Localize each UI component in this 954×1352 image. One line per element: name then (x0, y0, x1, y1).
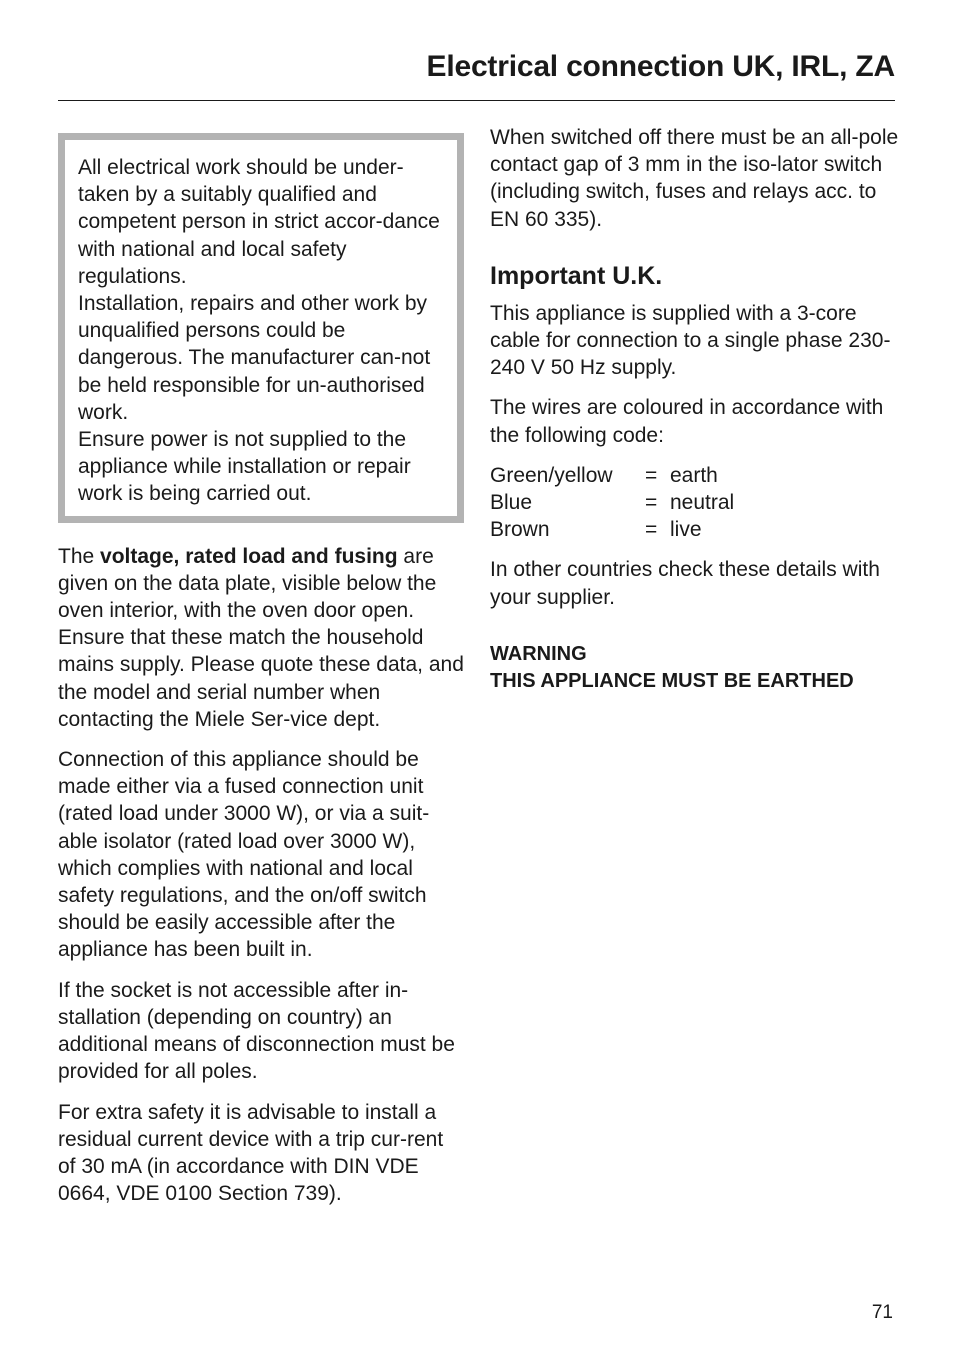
wire-meaning: neutral (670, 491, 735, 515)
title-divider (58, 100, 895, 101)
connection-paragraph: Connection of this appliance should be made either via a fused connection unit (rated load under 3000 W), or via a suit-able isolator (rated load over 3000 W), which complies with national and local safety regulations, and the on/off switch should be easily accessible after the appliance has been built in. (58, 748, 430, 962)
data-plate-paragraph (58, 543, 466, 733)
left-column (58, 133, 466, 1220)
table-row (490, 489, 734, 516)
warning-text-power-off: Ensure power is not supplied to the appliance while installation or repair work is being carried out. (78, 428, 411, 506)
wire-colour-paragraph: The wires are coloured in accordance with the following code: (490, 396, 884, 447)
warning-text-qualified-person: All electrical work should be under-taken by a suitably qualified and competent person in strict accor-dance with national and local safety regulations. (78, 156, 440, 288)
right-column (490, 124, 900, 696)
wire-meaning: earth (670, 463, 718, 487)
page-title: Electrical connection UK, IRL, ZA (426, 50, 895, 83)
wire-equals: = (645, 518, 658, 542)
earthing-warning (490, 641, 900, 696)
residual-current-paragraph: For extra safety it is advisable to install a residual current device with a trip cur-rent of 30 mA (in accordance with DIN VDE 0664, VDE 0100 Section 739). (58, 1100, 444, 1206)
disconnection-paragraph: If the socket is not accessible after in-stallation (depending on country) an additional means of disconnection must be provided for all poles. (58, 978, 455, 1084)
warning-text-unqualified-work: Installation, repairs and other work by unqualified persons could be dangerous. The manufacturer can-not be held responsible for un-authorised work. (78, 292, 431, 424)
wire-equals: = (645, 463, 658, 487)
data-plate-prefix: The (58, 544, 101, 568)
safety-warning-box (58, 133, 464, 523)
wire-colour: Blue (490, 491, 533, 515)
wire-colour: Brown (490, 518, 550, 542)
wire-colour-code-table (490, 462, 734, 544)
supply-paragraph: This appliance is supplied with a 3-core cable for connection to a single phase 230-240 V 50 Hz supply. (490, 301, 891, 380)
earthing-warning-label: WARNING (490, 642, 587, 665)
data-plate-bold-term: voltage, rated load and fusing (100, 544, 398, 568)
earthing-warning-text: THIS APPLIANCE MUST BE EARTHED (490, 670, 854, 693)
page-number: 71 (871, 1302, 893, 1323)
data-plate-suffix: are given on the data plate, visible below the oven interior, with the oven door open. Ensure that these match the household mains supply. Please quote these data, and the model and serial number when contacting the Miele Ser-vice dept. (58, 544, 464, 731)
other-countries-paragraph: In other countries check these details with your supplier. (490, 558, 880, 609)
wire-meaning: live (670, 518, 702, 542)
isolator-paragraph: When switched off there must be an all-pole contact gap of 3 mm in the iso-lator switch (including switch, fuses and relays acc. to EN 60 335). (490, 126, 899, 231)
wire-equals: = (645, 491, 658, 515)
wire-colour: Green/yellow (490, 463, 613, 487)
table-row (490, 516, 734, 543)
table-row (490, 462, 734, 489)
important-uk-heading: Important U.K. (490, 261, 663, 290)
